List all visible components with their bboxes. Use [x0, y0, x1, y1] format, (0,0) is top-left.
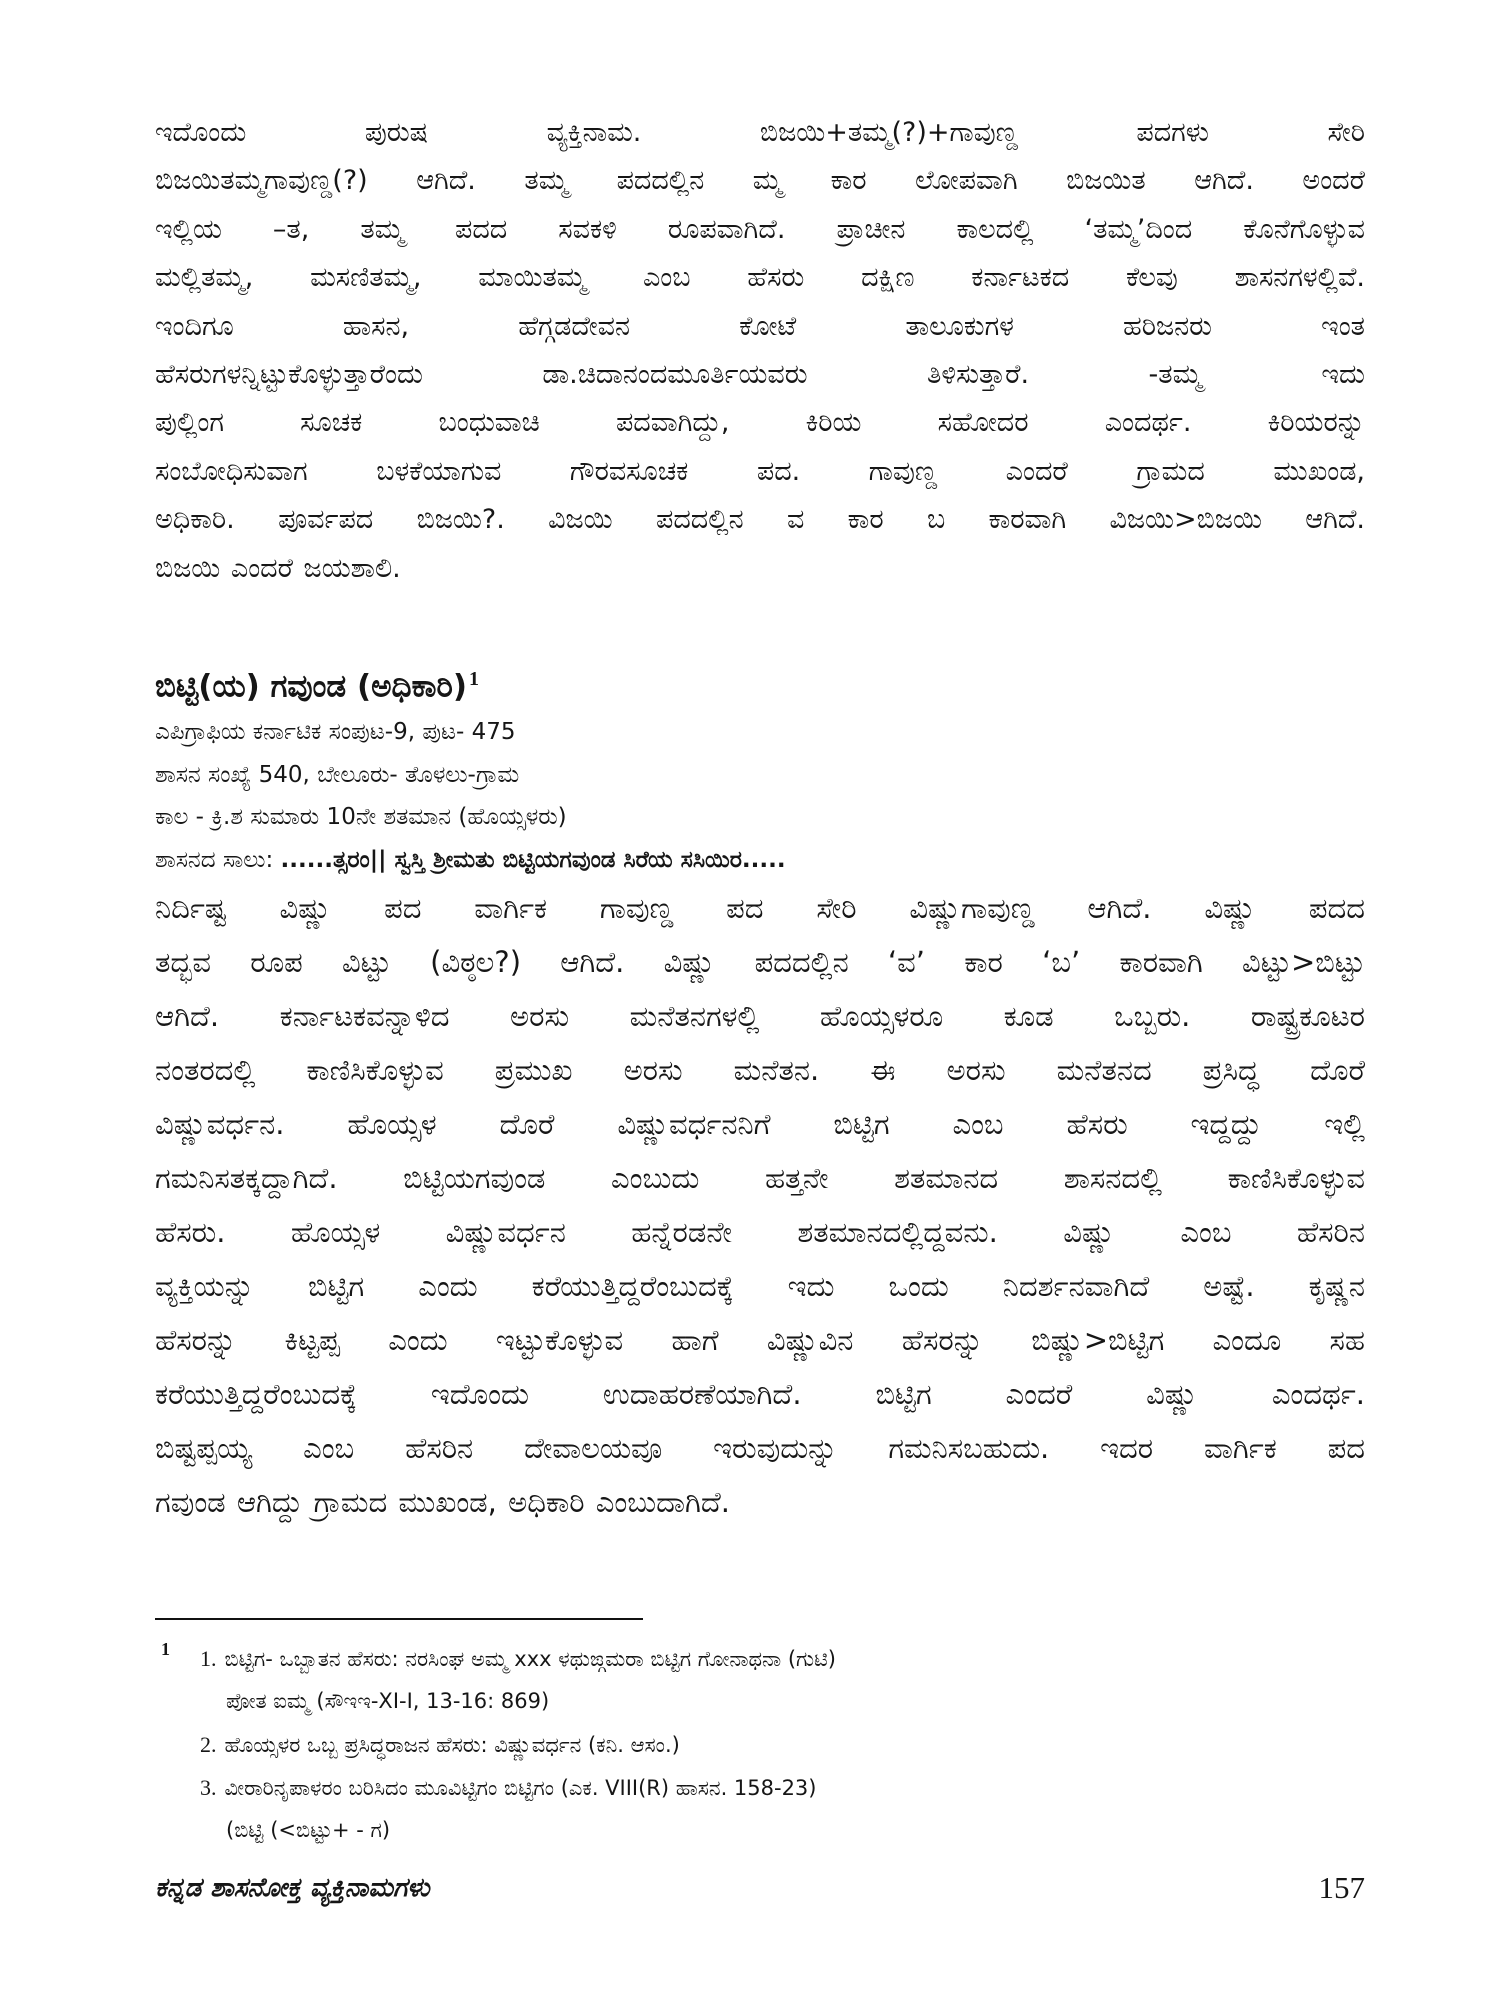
paragraph-line: ತದ್ಭವ ರೂಪ ವಿಟ್ಟು (ವಿಠ್ಠಲ?) ಆಗಿದೆ. ವಿಷ್ಣು ಪದದಲ್ಲಿನ ‘ವ’ ಕಾರ ‘ಬ’ ಕಾರವಾಗಿ ವಿಟ್ಟು>ಬಿಟ್ಟು [155, 945, 1365, 979]
paragraph-line: ಕರೆಯುತ್ತಿದ್ದರೆಂಬುದಕ್ಕೆ ಇದೊಂದು ಉದಾಹರಣೆಯಾಗಿದೆ. ಬಿಟ್ಟಿಗ ಎಂದರೆ ವಿಷ್ಣು ಎಂದರ್ಥ. [155, 1377, 1365, 1411]
footnote-number: 3. [200, 1775, 217, 1800]
footnote-continuation: (ಬಿಟ್ಟಿ (<ಬಿಟ್ಟು+ - ಗ) [226, 1818, 391, 1842]
paragraph-line: ಪುಲ್ಲಿಂಗ ಸೂಚಕ ಬಂಧುವಾಚಿ ಪದವಾಗಿದ್ದು, ಕಿರಿಯ ಸಹೋದರ ಎಂದರ್ಥ. ಕಿರಿಯರನ್ನು [155, 407, 1365, 439]
source-reference: ಎಪಿಗ್ರಾಫಿಯ ಕರ್ನಾಟಿಕ ಸಂಪುಟ-9, ಪುಟ- 475 [155, 719, 516, 745]
footnote-list [155, 1637, 1365, 1852]
footnote-text: ಬಿಟ್ಟಿಗ- ಒಬ್ಬಾತನ ಹೆಸರು: ನರಸಿಂಘ ಅಮ್ಮ xxx ಳಥುಙ್ಗಮರಾ ಬಿಟ್ಟಿಗ ಗೋನಾಥನಾ (ಗುಟಿ) [224, 1647, 836, 1671]
footnote-text: ವೀರಾರಿನೃಪಾಳರಂ ಬರಿಸಿದಂ ಮೂವಿಟ್ಟಿಗಂ ಬಿಟ್ಟಿಗಂ (ಎಕ. VIII(R) ಹಾಸನ. 158-23) [224, 1776, 817, 1800]
footnote-item [200, 1766, 1365, 1809]
paragraph-line: ಮಲ್ಲಿತಮ್ಮ, ಮಸಣಿತಮ್ಮ, ಮಾಯಿತಮ್ಮ ಎಂಬ ಹೆಸರು ದಕ್ಷಿಣ ಕರ್ನಾಟಕದ ಕೆಲವು ಶಾಸನಗಳಲ್ಲಿವೆ. [155, 262, 1365, 294]
paragraph-line: ಹೆಸರುಗಳನ್ನಿಟ್ಟುಕೊಳ್ಳುತ್ತಾರೆಂದು ಡಾ.ಚಿದಾನಂದಮೂರ್ತಿಯವರು ತಿಳಿಸುತ್ತಾರೆ. -ತಮ್ಮ ಇದು [155, 358, 1365, 390]
entry-heading-text: ಬಿಟ್ಟಿ(ಯ) ಗವುಂಡ (ಅಧಿಕಾರಿ) [155, 668, 467, 705]
inscription-line [155, 839, 1365, 882]
page-number: 157 [1318, 1870, 1365, 1905]
paragraph-line: ನಿರ್ದಿಷ್ಟ ವಿಷ್ಣು ಪದ ವಾರ್ಗಿಕ ಗಾವುಣ್ಡ ಪದ ಸೇರಿ ವಿಷ್ಣುಗಾವುಣ್ಡ ಆಗಿದೆ. ವಿಷ್ಣು ಪದದ [155, 891, 1365, 925]
footnote-marker: 1 [161, 1639, 170, 1659]
entry-heading [155, 656, 1365, 705]
footnote-continuation: ಪೋತ ಐಮ್ಮ (ಸೌಇಇ-XI-I, 13-16: 869) [226, 1689, 550, 1713]
paragraph-1 [155, 109, 1365, 593]
paragraph-line: ಸಂಬೋಧಿಸುವಾಗ ಬಳಕೆಯಾಗುವ ಗೌರವಸೂಚಕ ಪದ. ಗಾವುಣ್ಡ ಎಂದರೆ ಗ್ರಾಮದ ಮುಖಂಡ, [155, 455, 1365, 487]
paragraph-line: ಇಂದಿಗೂ ಹಾಸನ, ಹೆಗ್ಗಡದೇವನ ಕೋಟೆ ತಾಲೂಕುಗಳ ಹರಿಜನರು ಇಂತ [155, 310, 1365, 342]
inscription-line-label: ಶಾಸನದ ಸಾಲು: [155, 846, 281, 873]
paragraph-line: ಇಲ್ಲಿಯ –ತ, ತಮ್ಮ ಪದದ ಸವಕಳಿ ರೂಪವಾಗಿದೆ. ಪ್ರಾಚೀನ ಕಾಲದಲ್ಲಿ ‘ತಮ್ಮ’ದಿಂದ ಕೊನೆಗೊಳ್ಳುವ [155, 213, 1365, 245]
footnote-reference: 1 [469, 668, 479, 690]
paragraph-line: ಗಮನಿಸತಕ್ಕದ್ದಾಗಿದೆ. ಬಿಟ್ಟಿಯಗವುಂಡ ಎಂಬುದು ಹತ್ತನೇ ಶತಮಾನದ ಶಾಸನದಲ್ಲಿ ಕಾಣಿಸಿಕೊಳ್ಳುವ [155, 1161, 1365, 1195]
paragraph-2 [155, 881, 1365, 1529]
paragraph-line: ಅಧಿಕಾರಿ. ಪೂರ್ವಪದ ಬಿಜಯಿ?. ವಿಜಯಿ ಪದದಲ್ಲಿನ ವ ಕಾರ ಬ ಕಾರವಾಗಿ ವಿಜಯಿ>ಬಿಜಯಿ ಆಗಿದೆ. [155, 504, 1365, 536]
footnote-text: ಹೊಯ್ಸಳರ ಒಬ್ಬ ಪ್ರಸಿದ್ಧರಾಜನ ಹೆಸರು: ವಿಷ್ಣುವರ್ಧನ (ಕನಿ. ಆಸಂ.) [224, 1733, 680, 1757]
paragraph-line: ವಿಷ್ಣುವರ್ಧನ. ಹೊಯ್ಸಳ ದೊರೆ ವಿಷ್ಣುವರ್ಧನನಿಗೆ ಬಿಟ್ಟಿಗ ಎಂಬ ಹೆಸರು ಇದ್ದದ್ದು ಇಲ್ಲಿ [155, 1107, 1365, 1141]
entry-metadata [155, 711, 1365, 881]
paragraph-line: ಬಿಷ್ಟಪ್ಪಯ್ಯ ಎಂಬ ಹೆಸರಿನ ದೇವಾಲಯವೂ ಇರುವುದುನ್ನು ಗಮನಿಸಬಹುದು. ಇದರ ವಾರ್ಗಿಕ ಪದ [155, 1431, 1365, 1465]
paragraph-line: ಆಗಿದೆ. ಕರ್ನಾಟಕವನ್ನಾಳಿದ ಅರಸು ಮನೆತನಗಳಲ್ಲಿ ಹೊಯ್ಸಳರೂ ಕೂಡ ಒಬ್ಬರು. ರಾಷ್ಟ್ರಕೂಟರ [155, 999, 1365, 1033]
footnote-number: 2. [200, 1732, 217, 1757]
paragraph-line: ವ್ಯಕ್ತಿಯನ್ನು ಬಿಟ್ಟಿಗ ಎಂದು ಕರೆಯುತ್ತಿದ್ದರೆಂಬುದಕ್ಕೆ ಇದು ಒಂದು ನಿದರ್ಶನವಾಗಿದೆ ಅಷ್ಟೆ. ಕೃಷ್ಣನ [155, 1269, 1365, 1303]
paragraph-line: ಹೆಸರು. ಹೊಯ್ಸಳ ವಿಷ್ಣುವರ್ಧನ ಹನ್ನೆರಡನೇ ಶತಮಾನದಲ್ಲಿದ್ದವನು. ವಿಷ್ಣು ಎಂಬ ಹೆಸರಿನ [155, 1215, 1365, 1249]
paragraph-line: ಬಿಜಯಿ ಎಂದರೆ ಜಯಶಾಲಿ. [155, 552, 401, 584]
inscription-number: ಶಾಸನ ಸಂಖ್ಯೆ 540, ಬೇಲೂರು- ತೊಳಲು-ಗ್ರಾಮ [155, 761, 520, 788]
paragraph-line: ಬಿಜಯಿತಮ್ಮಗಾವುಣ್ಡ(?) ಆಗಿದೆ. ತಮ್ಮ ಪದದಲ್ಲಿನ ಮ್ಮ ಕಾರ ಲೋಪವಾಗಿ ಬಿಜಯಿತ ಆಗಿದೆ. ಅಂದರೆ [155, 165, 1365, 197]
footnote-number: 1. [200, 1646, 217, 1671]
running-footer-title: ಕನ್ನಡ ಶಾಸನೋಕ್ತ ವ್ಯಕ್ತಿನಾಮಗಳು [155, 1873, 430, 1903]
inscription-line-text: ......ತ್ಸರಂ|| ಸ್ವಸ್ತಿ ಶ್ರೀಮತು ಬಿಟ್ಟಿಯಗವುಂಡ ಸಿರೆಯ ಸಸಿಯಿರ..... [280, 846, 786, 873]
paragraph-line: ಇದೊಂದು ಪುರುಷ ವ್ಯಕ್ತಿನಾಮ. ಬಿಜಯಿ+ತಮ್ಮ(?)+ಗಾವುಣ್ಡ ಪದಗಳು ಸೇರಿ [155, 117, 1365, 148]
footnote-divider [155, 1618, 643, 1620]
paragraph-line: ನಂತರದಲ್ಲಿ ಕಾಣಿಸಿಕೊಳ್ಳುವ ಪ್ರಮುಖ ಅರಸು ಮನೆತನ. ಈ ಅರಸು ಮನೆತನದ ಪ್ರಸಿದ್ಧ ದೊರೆ [155, 1053, 1365, 1087]
paragraph-line: ಗವುಂಡ ಆಗಿದ್ದು ಗ್ರಾಮದ ಮುಖಂಡ, ಅಧಿಕಾರಿ ಎಂಬುದಾಗಿದೆ. [155, 1485, 731, 1519]
footnotes [155, 1637, 1365, 1852]
footnote-item [200, 1723, 1365, 1766]
paragraph-line: ಹೆಸರನ್ನು ಕಿಟ್ಟಪ್ಪ ಎಂದು ಇಟ್ಟುಕೊಳ್ಳುವ ಹಾಗೆ ವಿಷ್ಣುವಿನ ಹೆಸರನ್ನು ಬಿಷ್ಣು>ಬಿಟ್ಟಿಗ ಎಂದೂ ಸಹ [155, 1323, 1365, 1357]
footnote-item [200, 1637, 1365, 1680]
inscription-period: ಕಾಲ - ಕ್ರಿ.ಶ ಸುಮಾರು 10ನೇ ಶತಮಾನ (ಹೊಯ್ಸಳರು) [155, 804, 567, 830]
